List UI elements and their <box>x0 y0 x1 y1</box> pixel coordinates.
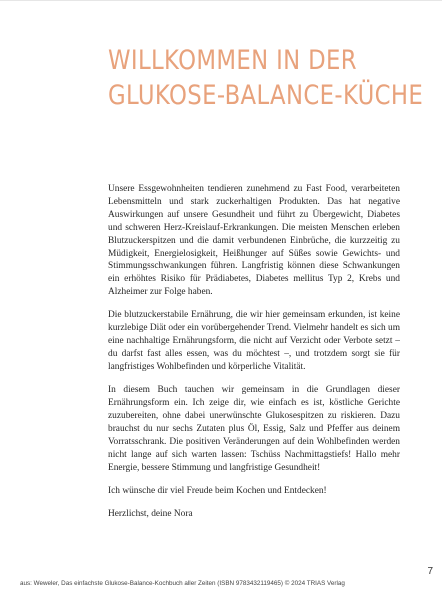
body-text <box>108 183 400 531</box>
title-line-1: WILLKOMMEN IN DER <box>108 45 357 76</box>
paragraph-nutrition: Die blutzuckerstabile Ernährung, die wir hier gemeinsam erkunden, ist keine kurzlebige Diät oder ein vorübergehender Trend. Vielmehr handelt es sich um eine nachhaltige Ernährungsform, die nicht auf Verzicht oder Verbote setzt – du darfst fast alles essen, was du möchtest –, und trotzdem sorgt sie für langfristiges Wohlbefinden und körperliche Vitalität. <box>108 310 400 372</box>
source-citation: aus: Weweler, Das einfachste Glukose-Balance-Kochbuch aller Zeiten (ISBN 9783432119465) © 2024 TRIAS Verlag <box>20 580 345 587</box>
paragraph-wish: Ich wünsche dir viel Freude beim Kochen und Entdecken! <box>108 485 327 496</box>
page-number: 7 <box>427 566 433 577</box>
paragraph-intro: Unsere Essgewohnheiten tendieren zunehmend zu Fast Food, verarbeiteten Lebensmitteln und stark zuckerhaltigen Produkten. Das hat negative Auswirkungen auf unsere Gesundheit und führt zu Übergewicht, Diabetes und schweren Herz-Kreislauf-Erkrankungen. Die meisten Menschen erleben Blutzuckerspitzen und die damit verbundenen Einbrüche, die kurzzeitig zu Müdigkeit, Energielosigkeit, Heißhunger auf Süßes sowie Gewichts- und Stimmungsschwankungen führen. Langfristig können diese Schwankungen ein erhöhtes Risiko für Prädiabetes, Diabetes mellitus Typ 2, Krebs und Alzheimer zur Folge haben. <box>108 184 400 298</box>
paragraph-book: In diesem Buch tauchen wir gemeinsam in die Grundlagen dieser Ernährungsform ein. Ich zeige dir, wie einfach es ist, köstliche Gerichte zuzubereiten, ohne dabei unerwünschte Glukosespitzen zu riskieren. Dazu brauchst du nur sechs Zutaten plus Öl, Essig, Salz und Pfeffer aus deinem Vorratsschrank. Die positiven Veränderungen auf dein Wohlbefinden werden nicht lange auf sich warten lassen: Tschüss Nachmittagstiefs! Hallo mehr Energie, bessere Stimmung und langfristige Gesundheit! <box>108 385 400 473</box>
signature-line: Herzlichst, deine Nora <box>108 508 193 519</box>
top-border-line <box>0 0 442 1</box>
title-line-2: GLUKOSE-BALANCE-KÜCHE <box>108 79 424 111</box>
page-title <box>108 44 424 113</box>
